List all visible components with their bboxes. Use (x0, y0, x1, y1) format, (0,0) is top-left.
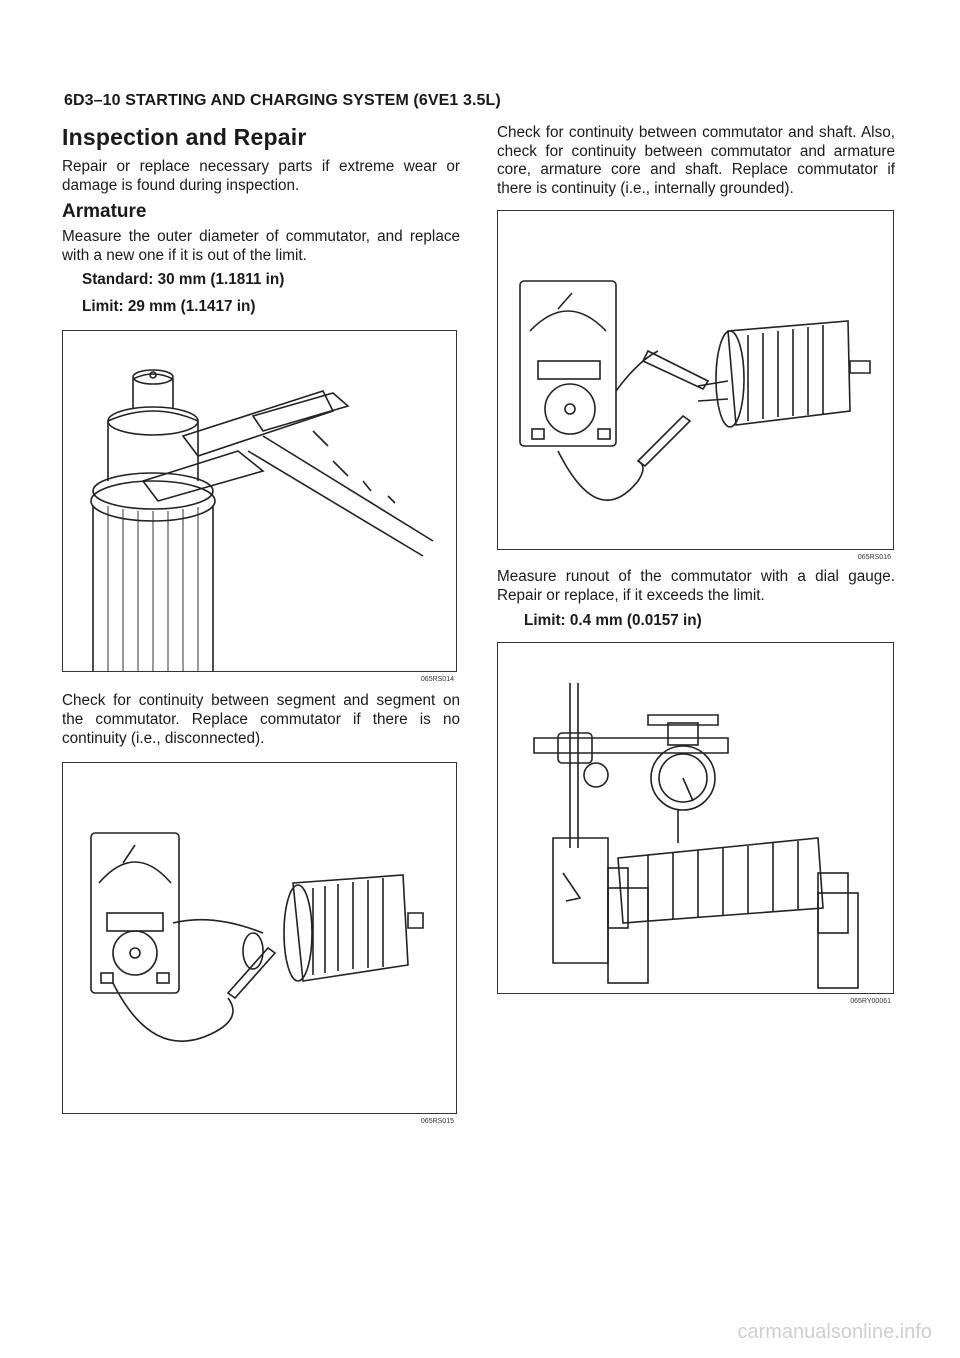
figure-caliper (62, 330, 457, 684)
armature-heading: Armature (62, 201, 147, 223)
dial-gauge-illustration (498, 643, 893, 993)
standard-spec: Standard: 30 mm (1.1811 in) (82, 271, 285, 289)
limit-spec: Limit: 29 mm (1.1417 in) (82, 298, 256, 316)
intro-text: Repair or replace necessary parts if extreme wear or damage is found during inspection. (62, 158, 460, 194)
continuity-text: Check for continuity between segment and segment on the commutator. Replace commutator if there is no continuity (i.e., disconnected). (62, 692, 460, 747)
figure-multimeter-shaft (497, 210, 894, 562)
figure-code: 065RS014 (420, 676, 454, 684)
section-title: Inspection and Repair (62, 124, 307, 150)
shaft-continuity-text: Check for continuity between commutator and shaft. Also, check for continuity between commutator and armature core, armature core and shaft. Replace commutator if there is continuity (i.e., internally grounded). (497, 124, 895, 197)
measure-text: Measure the outer diameter of commutator, and replace with a new one if it is out of the limit. (62, 228, 460, 264)
page-header: 6D3–10 STARTING AND CHARGING SYSTEM (6VE1 3.5L) (64, 92, 501, 109)
runout-limit-spec: Limit: 0.4 mm (0.0157 in) (524, 611, 702, 629)
figure-code: 065RS015 (420, 1118, 454, 1126)
left-column (62, 124, 460, 1126)
multimeter-illustration (63, 763, 456, 1113)
watermark: carmanualsonline.info (737, 1321, 932, 1343)
runout-text: Measure runout of the commutator with a dial gauge. Repair or replace, if it exceeds the limit. (497, 568, 895, 604)
caliper-illustration (63, 331, 456, 671)
right-column (497, 124, 895, 1005)
figure-dial-gauge (497, 642, 894, 1005)
figure-code: 065RS016 (857, 554, 891, 562)
figure-multimeter-segment (62, 762, 457, 1126)
figure-code: 065RY00061 (850, 997, 891, 1005)
multimeter-shaft-illustration (498, 211, 893, 549)
